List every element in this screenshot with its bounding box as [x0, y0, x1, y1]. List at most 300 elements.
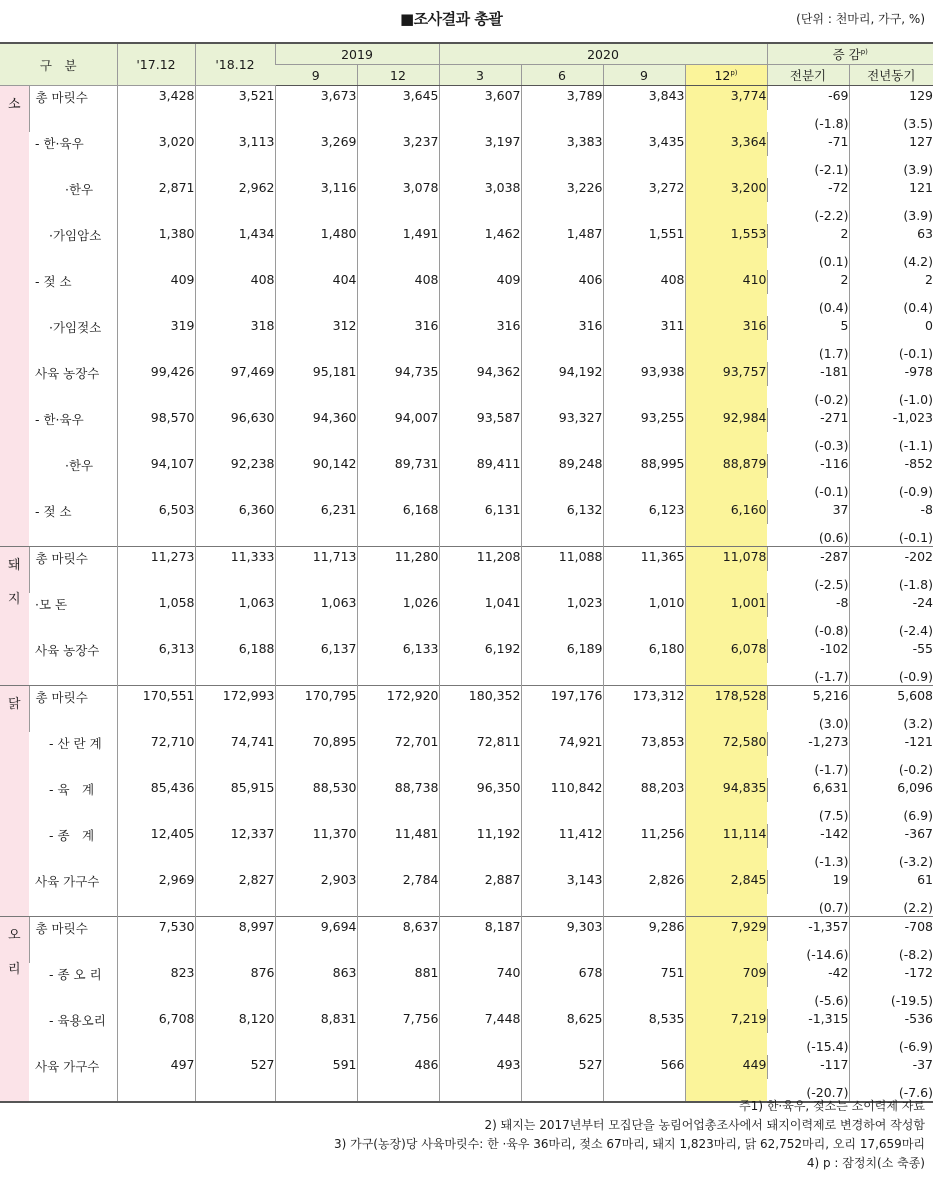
- cell-value: 172,920: [357, 686, 439, 733]
- cell-yoy-pct: (-8.2): [849, 941, 933, 963]
- cell-yoy-pct: (-0.2): [849, 756, 933, 778]
- cell-value: 74,921: [521, 732, 603, 778]
- cell-value: 74,741: [195, 732, 275, 778]
- cell-value: 11,192: [439, 824, 521, 870]
- cell-yoy: 5,608: [849, 686, 933, 711]
- cell-value: 6,123: [603, 500, 685, 547]
- cell-value: 8,997: [195, 917, 275, 964]
- cell-value: 93,327: [521, 408, 603, 454]
- table-row: [0, 732, 933, 756]
- cell-yoy-pct: (-1.1): [849, 432, 933, 454]
- cell-qoq: -42: [767, 963, 849, 987]
- cell-yoy-pct: (3.2): [849, 710, 933, 732]
- cell-value: 3,226: [521, 178, 603, 224]
- cell-value: 2,969: [117, 870, 195, 917]
- cell-value: 6,188: [195, 639, 275, 686]
- header-qoq: 전분기: [767, 65, 849, 86]
- cell-qoq: -8: [767, 593, 849, 617]
- row-label: - 산 란 계: [49, 736, 102, 751]
- header-2020: 2020: [439, 43, 767, 65]
- cell-value: 1,026: [357, 593, 439, 639]
- category-label: 닭: [0, 686, 29, 917]
- cell-yoy-pct: (3.9): [849, 156, 933, 178]
- cell-value: 88,738: [357, 778, 439, 824]
- cell-value: 172,993: [195, 686, 275, 733]
- cell-qoq-pct: (-5.6): [814, 993, 849, 1008]
- cell-value: 3,521: [195, 86, 275, 133]
- cell-value: 497: [117, 1055, 195, 1102]
- cell-yoy: 0: [849, 316, 933, 340]
- table-row: [0, 917, 933, 942]
- table-row: [0, 454, 933, 478]
- cell-value: 88,203: [603, 778, 685, 824]
- header-yoy: 전년동기: [849, 65, 933, 86]
- cell-qoq: -72: [767, 178, 849, 202]
- cell-qoq-pct: (-2.2): [814, 208, 849, 223]
- cell-value: 408: [195, 270, 275, 316]
- cell-value: 6,360: [195, 500, 275, 547]
- cell-qoq-pct: (7.5): [818, 808, 849, 823]
- cell-value: 3,113: [195, 132, 275, 178]
- cell-value: 3,197: [439, 132, 521, 178]
- cell-value: 97,469: [195, 362, 275, 408]
- cell-qoq: -116: [767, 454, 849, 478]
- row-label: - 육 계: [49, 782, 95, 797]
- cell-value: 89,248: [521, 454, 603, 500]
- cell-value: 1,063: [195, 593, 275, 639]
- cell-value: 316: [439, 316, 521, 362]
- cell-yoy: -708: [849, 917, 933, 942]
- cell-value: 863: [275, 963, 357, 1009]
- cell-value: 98,570: [117, 408, 195, 454]
- cell-qoq: -71: [767, 132, 849, 156]
- cell-qoq-pct: (-0.3): [814, 438, 849, 453]
- cell-qoq: -142: [767, 824, 849, 848]
- cell-value: 6,313: [117, 639, 195, 686]
- cell-value: 823: [117, 963, 195, 1009]
- cell-value: 170,551: [117, 686, 195, 733]
- cell-value: 6,708: [117, 1009, 195, 1055]
- cell-value: 92,984: [685, 408, 767, 454]
- header-change: 증 감$^{p)}$: [767, 43, 933, 65]
- cell-value: 881: [357, 963, 439, 1009]
- cell-qoq-pct: (-1.8): [814, 116, 849, 131]
- cell-qoq-pct: (-0.2): [814, 392, 849, 407]
- cell-qoq: -1,357: [767, 917, 849, 942]
- cell-value: 678: [521, 963, 603, 1009]
- cell-value: 3,020: [117, 132, 195, 178]
- cell-qoq-pct: (3.0): [818, 716, 849, 731]
- cell-value: 94,192: [521, 362, 603, 408]
- cell-value: 94,007: [357, 408, 439, 454]
- cell-value: 408: [603, 270, 685, 316]
- cell-value: 876: [195, 963, 275, 1009]
- table-row: [0, 178, 933, 202]
- table-row: [0, 86, 933, 111]
- cell-value: 11,078: [685, 547, 767, 594]
- cell-value: 8,535: [603, 1009, 685, 1055]
- cell-qoq-pct: (-15.4): [806, 1039, 849, 1054]
- cell-yoy: 6,096: [849, 778, 933, 802]
- row-label: 총 마릿수: [29, 917, 117, 964]
- cell-value: 94,360: [275, 408, 357, 454]
- cell-value: 11,088: [521, 547, 603, 594]
- table-row: [0, 362, 933, 386]
- cell-value: 6,503: [117, 500, 195, 547]
- table-body: [0, 86, 933, 1103]
- cell-qoq: -69: [767, 86, 849, 111]
- cell-value: 6,168: [357, 500, 439, 547]
- cell-value: 3,435: [603, 132, 685, 178]
- cell-value: 11,208: [439, 547, 521, 594]
- table-row: [0, 316, 933, 340]
- cell-value: 2,871: [117, 178, 195, 224]
- cell-value: 3,143: [521, 870, 603, 917]
- cell-qoq-pct: (1.7): [818, 346, 849, 361]
- row-label: - 종 계: [49, 828, 95, 843]
- cell-value: 1,023: [521, 593, 603, 639]
- cell-value: 3,645: [357, 86, 439, 133]
- cell-value: 88,530: [275, 778, 357, 824]
- header-2020-12: 12$^{p)}$: [685, 65, 767, 86]
- cell-value: 8,831: [275, 1009, 357, 1055]
- cell-yoy: -202: [849, 547, 933, 572]
- row-label: 총 마릿수: [29, 547, 117, 594]
- cell-value: 197,176: [521, 686, 603, 733]
- cell-yoy-pct: (3.5): [849, 110, 933, 132]
- cell-value: 94,735: [357, 362, 439, 408]
- cell-value: 1,553: [685, 224, 767, 270]
- cell-value: 11,280: [357, 547, 439, 594]
- cell-value: 1,462: [439, 224, 521, 270]
- cell-value: 7,929: [685, 917, 767, 964]
- cell-yoy: -536: [849, 1009, 933, 1033]
- cell-qoq: 5,216: [767, 686, 849, 711]
- table-row: [0, 824, 933, 848]
- row-label: 총 마릿수: [29, 86, 117, 133]
- cell-yoy: -367: [849, 824, 933, 848]
- cell-value: 3,364: [685, 132, 767, 178]
- row-label: - 육용오리: [49, 1013, 106, 1028]
- cell-value: 94,835: [685, 778, 767, 824]
- footnote-4: 4) p : 잠정치(소 축종): [806, 1156, 925, 1170]
- row-label: ·가임젖소: [49, 320, 102, 335]
- cell-value: 89,411: [439, 454, 521, 500]
- table-title: ■조사결과 총괄: [400, 10, 503, 28]
- cell-value: 312: [275, 316, 357, 362]
- row-label: 사육 가구수: [35, 874, 100, 889]
- cell-value: 3,607: [439, 86, 521, 133]
- cell-value: 99,426: [117, 362, 195, 408]
- unit-label: (단위 : 천마리, 가구, %): [796, 12, 925, 26]
- cell-value: 316: [357, 316, 439, 362]
- row-label: - 한·육우: [35, 136, 84, 151]
- cell-qoq-pct: (-1.7): [814, 762, 849, 777]
- cell-value: 3,200: [685, 178, 767, 224]
- cell-value: 95,181: [275, 362, 357, 408]
- cell-value: 12,337: [195, 824, 275, 870]
- cell-value: 486: [357, 1055, 439, 1102]
- cell-qoq: 19: [767, 870, 849, 894]
- cell-value: 6,189: [521, 639, 603, 686]
- cell-value: 410: [685, 270, 767, 316]
- cell-yoy: 127: [849, 132, 933, 156]
- footnote-3: 3) 가구(농장)당 사육마릿수: 한 ·육우 36마리, 젖소 67마리, 돼지 1,823마리, 닭 62,752마리, 오리 17,659마리: [333, 1137, 925, 1151]
- cell-value: 11,412: [521, 824, 603, 870]
- cell-value: 88,995: [603, 454, 685, 500]
- row-label: - 종 오 리: [49, 967, 102, 982]
- cell-value: 89,731: [357, 454, 439, 500]
- cell-value: 8,637: [357, 917, 439, 964]
- cell-yoy-pct: (6.9): [849, 802, 933, 824]
- footnotes: [334, 1097, 925, 1173]
- cell-value: 1,434: [195, 224, 275, 270]
- cell-yoy: 121: [849, 178, 933, 202]
- row-label: 사육 가구수: [29, 1055, 117, 1102]
- cell-yoy: -24: [849, 593, 933, 617]
- header-1712: '17.12: [117, 43, 195, 86]
- cell-yoy: -172: [849, 963, 933, 987]
- cell-qoq: 5: [767, 316, 849, 340]
- cell-value: 178,528: [685, 686, 767, 733]
- cell-value: 408: [357, 270, 439, 316]
- cell-qoq-pct: (0.4): [818, 300, 849, 315]
- cell-value: 1,480: [275, 224, 357, 270]
- table-title-bar: [0, 4, 933, 32]
- cell-yoy: 129: [849, 86, 933, 111]
- cell-value: 3,774: [685, 86, 767, 133]
- cell-value: 527: [195, 1055, 275, 1102]
- cell-value: 2,784: [357, 870, 439, 917]
- cell-value: 11,365: [603, 547, 685, 594]
- cell-value: 1,001: [685, 593, 767, 639]
- table-row: [0, 547, 933, 572]
- cell-value: 6,160: [685, 500, 767, 547]
- cell-qoq-pct: (0.6): [818, 530, 849, 545]
- cell-value: 72,701: [357, 732, 439, 778]
- cell-yoy-pct: (-1.0): [849, 386, 933, 408]
- cell-value: 311: [603, 316, 685, 362]
- cell-yoy-pct: (-1.8): [849, 571, 933, 593]
- cell-value: 70,895: [275, 732, 357, 778]
- cell-qoq-pct: (-2.5): [814, 577, 849, 592]
- cell-value: 493: [439, 1055, 521, 1102]
- cell-yoy: 63: [849, 224, 933, 248]
- cell-yoy-pct: (-2.4): [849, 617, 933, 639]
- cell-value: 85,436: [117, 778, 195, 824]
- cell-value: 2,826: [603, 870, 685, 917]
- cell-value: 1,551: [603, 224, 685, 270]
- cell-qoq-pct: (-0.1): [814, 484, 849, 499]
- cell-value: 751: [603, 963, 685, 1009]
- cell-yoy-pct: (2.2): [849, 894, 933, 917]
- cell-qoq-pct: (-14.6): [806, 947, 849, 962]
- cell-value: 93,938: [603, 362, 685, 408]
- cell-value: 527: [521, 1055, 603, 1102]
- row-label: - 한·육우: [35, 412, 84, 427]
- cell-qoq: -1,273: [767, 732, 849, 756]
- cell-value: 3,237: [357, 132, 439, 178]
- cell-value: 94,107: [117, 454, 195, 500]
- table-row: [0, 963, 933, 987]
- cell-yoy-pct: (-0.9): [849, 663, 933, 686]
- cell-qoq-pct: (-20.7): [767, 1079, 849, 1102]
- cell-qoq: 6,631: [767, 778, 849, 802]
- cell-qoq: -271: [767, 408, 849, 432]
- cell-value: 72,710: [117, 732, 195, 778]
- row-label: ·가임암소: [49, 228, 102, 243]
- cell-yoy: 61: [849, 870, 933, 894]
- survey-summary-table: [0, 42, 933, 1103]
- cell-value: 3,428: [117, 86, 195, 133]
- cell-value: 180,352: [439, 686, 521, 733]
- table-row: [0, 639, 933, 663]
- row-label: ·한우: [65, 458, 94, 473]
- cell-value: 1,487: [521, 224, 603, 270]
- cell-value: 1,491: [357, 224, 439, 270]
- cell-value: 96,630: [195, 408, 275, 454]
- cell-value: 93,587: [439, 408, 521, 454]
- cell-value: 9,303: [521, 917, 603, 964]
- cell-value: 93,757: [685, 362, 767, 408]
- row-label: - 젖 소: [35, 504, 72, 519]
- table-row: [0, 224, 933, 248]
- header-1812: '18.12: [195, 43, 275, 86]
- cell-value: 409: [439, 270, 521, 316]
- cell-yoy-pct: (-19.5): [849, 987, 933, 1009]
- row-label: 사육 농장수: [35, 643, 100, 658]
- cell-value: 1,380: [117, 224, 195, 270]
- cell-qoq: -117: [767, 1055, 849, 1079]
- cell-value: 409: [117, 270, 195, 316]
- row-label: 사육 농장수: [35, 366, 100, 381]
- header-2019: 2019: [275, 43, 439, 65]
- cell-value: 319: [117, 316, 195, 362]
- header-2019-12: 12: [357, 65, 439, 86]
- cell-value: 3,673: [275, 86, 357, 133]
- cell-value: 6,131: [439, 500, 521, 547]
- cell-qoq: 37: [767, 500, 849, 524]
- cell-value: 73,853: [603, 732, 685, 778]
- cell-value: 3,789: [521, 86, 603, 133]
- row-label: ·모 돈: [35, 597, 68, 612]
- cell-value: 3,038: [439, 178, 521, 224]
- row-label: ·한우: [65, 182, 94, 197]
- table-row: [0, 408, 933, 432]
- category-label: 돼 지: [0, 547, 29, 686]
- header-category: 구 분: [0, 43, 117, 86]
- cell-value: 7,448: [439, 1009, 521, 1055]
- cell-yoy: -1,023: [849, 408, 933, 432]
- row-label: - 젖 소: [35, 274, 72, 289]
- cell-value: 3,272: [603, 178, 685, 224]
- cell-value: 85,915: [195, 778, 275, 824]
- cell-value: 740: [439, 963, 521, 1009]
- cell-yoy-pct: (-7.6): [849, 1079, 933, 1102]
- cell-yoy-pct: (3.9): [849, 202, 933, 224]
- cell-value: 11,273: [117, 547, 195, 594]
- cell-yoy: -852: [849, 454, 933, 478]
- cell-yoy: -37: [849, 1055, 933, 1079]
- cell-value: 6,231: [275, 500, 357, 547]
- cell-value: 9,286: [603, 917, 685, 964]
- cell-yoy: -8: [849, 500, 933, 524]
- cell-value: 6,132: [521, 500, 603, 547]
- table-row: [0, 686, 933, 711]
- cell-qoq-pct: (0.1): [818, 254, 849, 269]
- category-label: 소: [0, 86, 29, 547]
- cell-value: 11,256: [603, 824, 685, 870]
- table-row: [0, 870, 933, 894]
- cell-value: 7,530: [117, 917, 195, 964]
- cell-value: 94,362: [439, 362, 521, 408]
- cell-value: 2,903: [275, 870, 357, 917]
- cell-value: 96,350: [439, 778, 521, 824]
- header-2020-3: 3: [439, 65, 521, 86]
- cell-value: 88,879: [685, 454, 767, 500]
- cell-value: 2,962: [195, 178, 275, 224]
- footnote-1: 주1) 한·육우, 젖소는 소이력제 자료: [739, 1099, 925, 1113]
- cell-qoq: -1,315: [767, 1009, 849, 1033]
- cell-qoq-pct: (-0.8): [814, 623, 849, 638]
- cell-value: 1,063: [275, 593, 357, 639]
- cell-value: 6,180: [603, 639, 685, 686]
- cell-value: 7,219: [685, 1009, 767, 1055]
- cell-value: 8,625: [521, 1009, 603, 1055]
- cell-qoq: -287: [767, 547, 849, 572]
- cell-value: 110,842: [521, 778, 603, 824]
- cell-value: 12,405: [117, 824, 195, 870]
- cell-value: 93,255: [603, 408, 685, 454]
- table-row: [0, 1009, 933, 1033]
- cell-value: 1,041: [439, 593, 521, 639]
- cell-value: 3,383: [521, 132, 603, 178]
- cell-value: 11,481: [357, 824, 439, 870]
- cell-yoy: 2: [849, 270, 933, 294]
- cell-qoq: 2: [767, 224, 849, 248]
- header-2019-9: 9: [275, 65, 357, 86]
- cell-qoq: 2: [767, 270, 849, 294]
- cell-value: 173,312: [603, 686, 685, 733]
- cell-value: 1,058: [117, 593, 195, 639]
- cell-value: 11,370: [275, 824, 357, 870]
- cell-yoy-pct: (-0.1): [849, 524, 933, 547]
- table-row: [0, 1055, 933, 1079]
- table-row: [0, 593, 933, 617]
- cell-qoq: -181: [767, 362, 849, 386]
- cell-value: 591: [275, 1055, 357, 1102]
- cell-value: 2,845: [685, 870, 767, 917]
- cell-value: 2,887: [439, 870, 521, 917]
- cell-value: 6,078: [685, 639, 767, 686]
- cell-value: 3,843: [603, 86, 685, 133]
- cell-value: 72,811: [439, 732, 521, 778]
- cell-value: 11,114: [685, 824, 767, 870]
- cell-yoy-pct: (-0.9): [849, 478, 933, 500]
- cell-value: 3,078: [357, 178, 439, 224]
- cell-value: 318: [195, 316, 275, 362]
- cell-value: 170,795: [275, 686, 357, 733]
- cell-yoy-pct: (-3.2): [849, 848, 933, 870]
- cell-qoq-pct: (-1.3): [814, 854, 849, 869]
- cell-value: 316: [521, 316, 603, 362]
- cell-value: 2,827: [195, 870, 275, 917]
- table-row: [0, 270, 933, 294]
- header-2020-6: 6: [521, 65, 603, 86]
- cell-value: 11,333: [195, 547, 275, 594]
- category-label: 오 리: [0, 917, 29, 1103]
- cell-qoq-pct: (0.7): [818, 900, 849, 915]
